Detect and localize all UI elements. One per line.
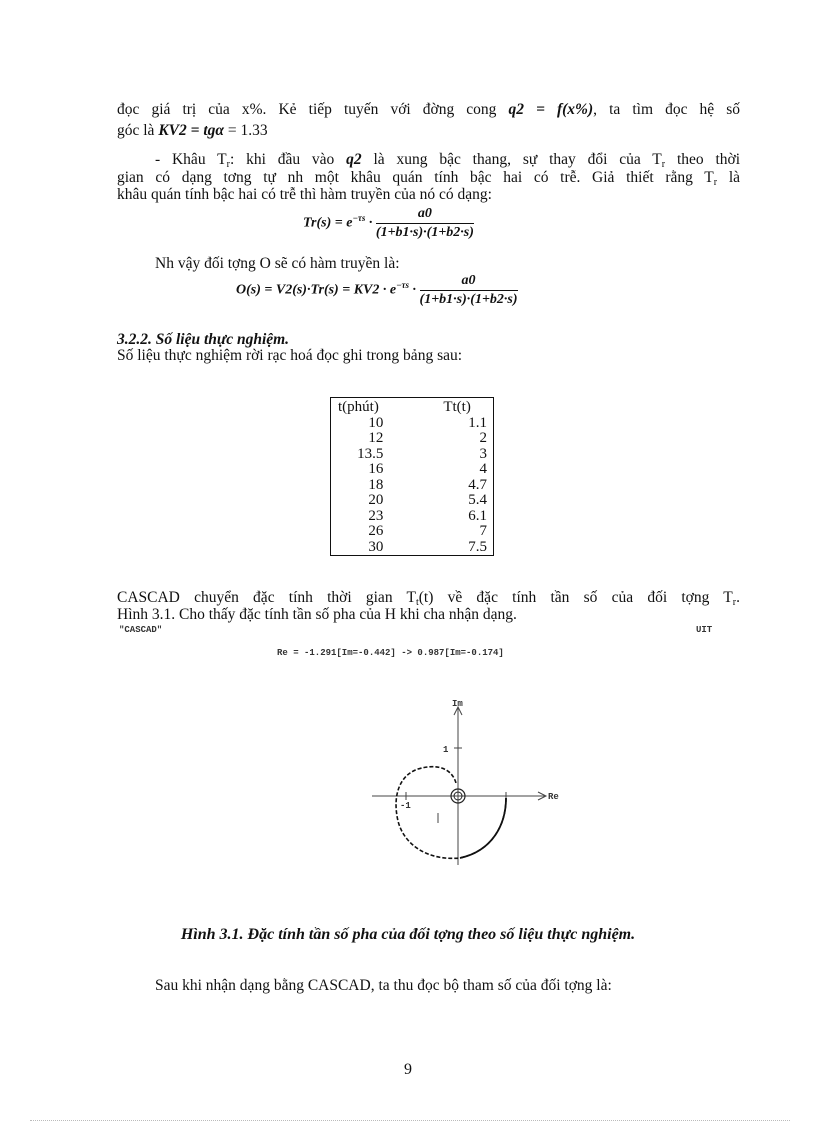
equation-transfer-o: $O(s) = V2(s)\cdot Tr(s) = KV2 \cdot e^{-\tau s}$ · $\frac{a0}{(1+b1\cdot s)\cdot(1+b2\cdot s)}$	[236, 273, 518, 307]
paragraph-4-line-2: Hình 3.1. Cho thấy đặc tính tần số pha của H khi cha nhận dạng.	[117, 606, 517, 623]
table-row	[331, 493, 494, 509]
figure-caption: Hình 3.1. Đặc tính tần số pha của đối tợng theo số liệu thực nghiệm.	[180, 926, 636, 943]
tick-label-neg1: -1	[400, 801, 411, 811]
table-cell-tt: 5.4	[468, 492, 487, 508]
table-row	[331, 478, 494, 494]
table-cell-tt: 4.7	[468, 476, 487, 493]
paragraph-2-line-3: khâu quán tính bậc hai có trễ thì hàm truyền của nó có dạng:	[117, 186, 492, 203]
paragraph-2-line-2: gian có dạng tơng tự nh một khâu quán tính bậc hai có trễ. Giả thiết rằng $T_r$ là	[117, 169, 740, 188]
table-cell-t: 23	[368, 507, 384, 524]
table-cell-tt: 7.5	[468, 538, 487, 555]
table-header-t: t(phút)	[338, 399, 379, 415]
equation-transfer-tr: $Tr(s) = e^{-\tau s}$ · $\frac{a0}{(1+b1\cdot s)\cdot(1+b2\cdot s)}$	[303, 206, 474, 240]
table-cell-t: 12	[368, 430, 384, 446]
table-cell-t: 16	[368, 461, 384, 477]
table-header-row	[331, 398, 494, 416]
paragraph-3: Nh vậy đối tợng O sẽ có hàm truyền là:	[155, 255, 400, 272]
table-header-tt: Tt(t)	[443, 399, 471, 415]
table-row	[331, 509, 494, 525]
page-number: 9	[404, 1061, 412, 1078]
formula-k-v2: KV2 = tgα	[158, 122, 224, 139]
table-cell-tt: 4	[479, 461, 487, 477]
table-cell-t: 26	[368, 523, 384, 539]
section-intro: Số liệu thực nghiệm rời rạc hoá đọc ghi trong bảng sau:	[117, 347, 463, 364]
table-row	[331, 540, 494, 556]
axis-label-im: Im	[452, 699, 463, 709]
paragraph-1-line-1: đọc giá trị của x%. Kẻ tiếp tuyến với đờng cong q2 = f(x%), ta tìm đọc hệ số	[117, 101, 740, 118]
paragraph-5: Sau khi nhận dạng bằng CASCAD, ta thu đọc bộ tham số của đối tợng là:	[155, 977, 612, 994]
table-row	[331, 462, 494, 478]
table-cell-t: 18	[368, 476, 384, 493]
table-cell-tt: 1.1	[468, 414, 487, 431]
frequency-response-curve-solid	[460, 798, 506, 858]
table-cell-tt: 3	[479, 445, 487, 462]
data-table	[330, 397, 494, 556]
section-heading: 3.2.2. Số liệu thực nghiệm.	[117, 331, 290, 348]
footer-dotted-line	[30, 1120, 790, 1121]
plot-header-right: UIT	[696, 625, 713, 635]
formula-q2: q2 = f(x%)	[508, 101, 594, 118]
table-cell-tt: 2	[479, 430, 487, 446]
table-cell-t: 13.5	[357, 445, 384, 462]
nyquist-plot	[360, 695, 580, 895]
table-cell-tt: 7	[479, 523, 487, 539]
plot-readout: Re = -1.291[Im=-0.442] -> 0.987[Im=-0.174]	[277, 648, 504, 658]
paragraph-1-line-2: góc là KV2 = tgα = 1.33	[117, 122, 268, 139]
tick-label-1: 1	[443, 745, 449, 755]
plot-header-left: "CASCAD"	[119, 625, 163, 635]
table-cell-t: 10	[368, 414, 384, 431]
paragraph-4-line-1: CASCAD chuyển đặc tính thời gian $T_t(t)$ về đặc tính tần số của đối tợng $T_r$.	[117, 589, 740, 608]
frequency-response-curve	[396, 767, 506, 859]
axis-label-re: Re	[548, 792, 559, 802]
table-row	[331, 431, 494, 447]
paragraph-2-line-1: - Khâu $T_r$: khi đầu vào q2 là xung bậc thang, sự thay đổi của $T_r$ theo thời	[155, 151, 741, 170]
table-cell-t: 30	[368, 538, 384, 555]
table-row	[331, 416, 494, 432]
table-cell-t: 20	[368, 492, 384, 508]
table-cell-tt: 6.1	[468, 507, 487, 524]
table-row	[331, 524, 494, 540]
table-row	[331, 447, 494, 463]
